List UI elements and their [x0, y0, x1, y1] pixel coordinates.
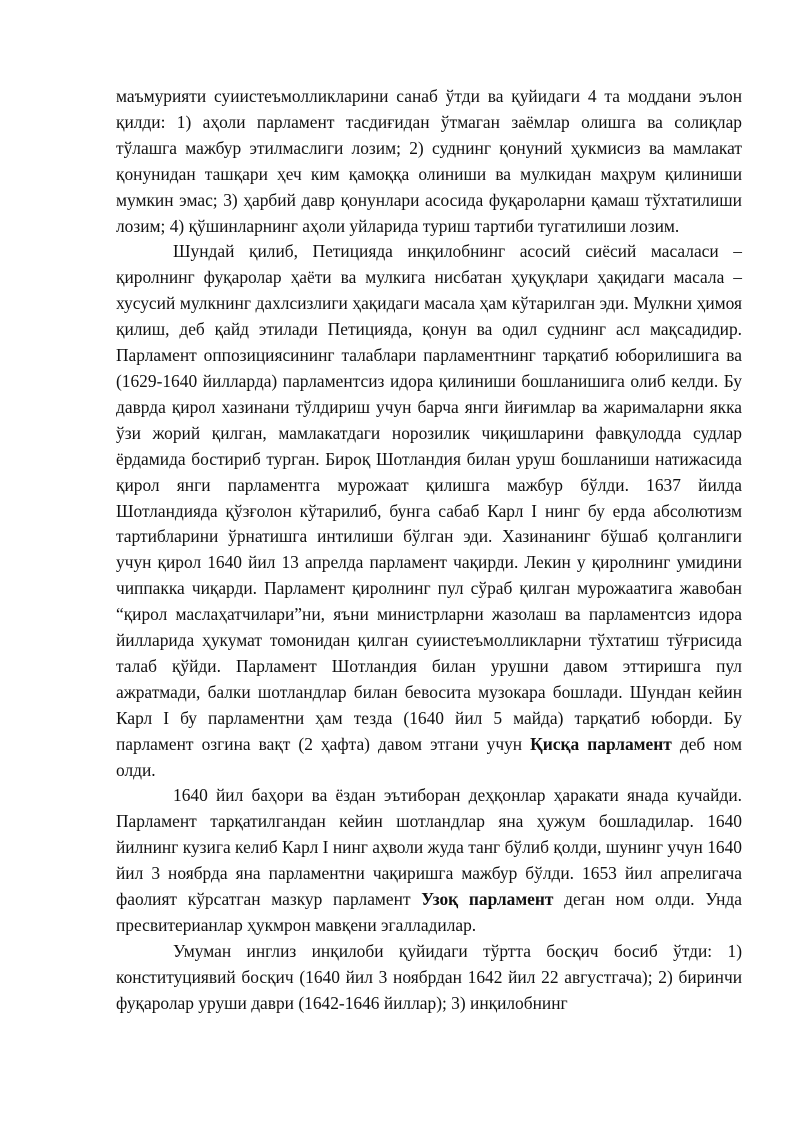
paragraph-4	[116, 939, 742, 1017]
document-page	[116, 84, 742, 1017]
paragraph-3	[116, 783, 742, 938]
term-long-parliament: Узоқ парламент	[421, 889, 554, 910]
term-short-parliament: Қисқа парламент	[530, 733, 672, 754]
paragraph-text: Шундай қилиб, Петицияда инқилобнинг асосий сиёсий масаласи – қиролнинг фуқаролар ҳаёти ва мулкига нисбатан ҳуқуқлари ҳақидаги масала – хусусий мулкнинг дахлсизлиги ҳақидаги масала ҳам кўтарилган эди. Мулкни ҳимоя қилиш, деб қайд этилади Петицияда, қонун ва одил суднинг асл мақсадидир. Парламент оппозициясининг талаблари парламентнинг тарқатиб юборилишига ва (1629-1640 йилларда) парламентсиз идора қилиниши бошланишига олиб келди. Бу даврда қирол хазинани тўлдириш учун барча янги йиғимлар ва жарималарни якка ўзи жорий қилган, мамлакатдаги норозилик чиқишларини фавқулодда судлар ёрдамида бостириб турган. Бироқ Шотландия билан уруш бошланиши натижасида қирол янги парламентга мурожаат қилишга мажбур бўлди. 1637 йилда Шотландияда қўзғолон кўтарилиб, бунга сабаб Карл I нинг бу ерда абсолютизм тартибларини ўрнатишга интилиши бўлган эди. Хазинанинг бўшаб қолганлиги учун қирол 1640 йил 13 апрелда парламент чақирди. Лекин у қиролнинг умидини чиппакка чиқарди. Парламент қиролнинг пул сўраб қилган мурожаатига жавобан “қирол маслаҳатчилари”ни, яъни министрларни жазолаш ва парламентсиз идора йилларида ҳукумат томонидан қилган суиистеъмолликларни тўхтатиш тўғрисида талаб қўйди. Парламент Шотландия билан урушни давом эттиришга пул ажратмади, балки шотландлар билан бевосита музокара бошлади. Шундан кейин Карл I бу парламентни ҳам тезда (1640 йил 5 майда) тарқатиб юборди. Бу парламент озгина вақт (2 ҳафта) давом этгани учун	[116, 241, 742, 754]
paragraph-1	[116, 84, 742, 239]
paragraph-2	[116, 239, 742, 783]
paragraph-text: маъмурияти суиистеъмолликларини санаб ўтди ва қуйидаги 4 та моддани эълон қилди: 1) аҳоли парламент тасдиғидан ўтмаган заёмлар олишга ва солиқлар тўлашга мажбур этилмаслиги лозим; 2) суднинг қонуний ҳукмисиз ва мамлакат қонунидан ташқари ҳеч ким қамоққа олиниши ва мулкидан маҳрум қилиниши мумкин эмас; 3) ҳарбий давр қонунлари асосида фуқароларни қамаш тўхтатилиши лозим; 4) қўшинларнинг аҳоли уйларида туриш тартиби тугатилиши лозим.	[116, 86, 742, 236]
paragraph-text: Умуман инглиз инқилоби қуйидаги тўртта босқич босиб ўтди: 1) конституциявий босқич (1640 йил 3 ноябрдан 1642 йил 22 августгача); 2) биринчи фуқаролар уруши даври (1642-1646 йиллар); 3) инқилобнинг	[116, 940, 742, 1013]
paragraph-text: деб ном олди.	[116, 733, 742, 780]
paragraph-text: 1640 йил баҳори ва ёздан эътиборан деҳқонлар ҳаракати янада кучайди. Парламент тарқатилгандан кейин шотландлар яна ҳужум бошладилар. 1640 йилнинг кузига келиб Карл I нинг аҳволи жуда танг бўлиб қолди, шунинг учун 1640 йил 3 ноябрда яна парламентни чақиришга мажбур бўлди. 1653 йил апрелигача фаолият кўрсатган мазкур парламент	[116, 785, 742, 910]
paragraph-text: деган ном олди. Унда пресвитерианлар ҳукмрон мавқени эгалладилар.	[116, 889, 742, 935]
